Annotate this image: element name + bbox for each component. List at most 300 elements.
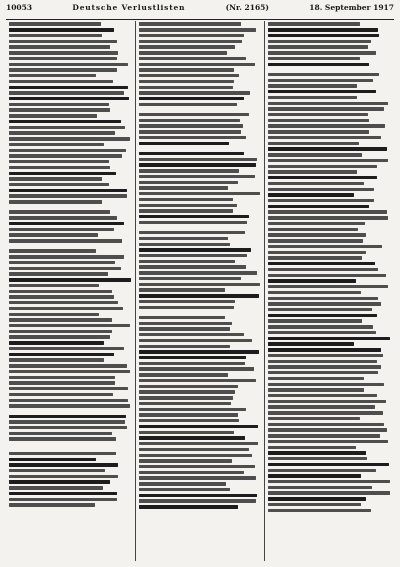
illegible-print bbox=[139, 97, 244, 100]
illegible-print bbox=[139, 221, 247, 224]
text-line bbox=[139, 22, 262, 27]
text-line bbox=[9, 352, 132, 357]
illegible-print bbox=[268, 411, 383, 414]
text-line bbox=[139, 338, 262, 343]
text-line bbox=[9, 462, 132, 467]
illegible-print bbox=[139, 34, 244, 37]
text-line bbox=[9, 199, 132, 204]
illegible-print bbox=[9, 420, 125, 423]
text-line bbox=[268, 158, 391, 163]
illegible-print bbox=[9, 45, 110, 48]
text-line bbox=[9, 451, 132, 456]
illegible-print bbox=[268, 73, 379, 76]
illegible-print bbox=[268, 480, 390, 483]
text-line bbox=[268, 78, 391, 83]
illegible-print bbox=[139, 86, 233, 89]
text-line bbox=[268, 124, 391, 129]
text-line bbox=[268, 101, 391, 106]
illegible-print bbox=[268, 57, 359, 60]
illegible-print bbox=[9, 399, 128, 402]
illegible-print bbox=[268, 457, 367, 460]
illegible-print bbox=[9, 347, 124, 350]
illegible-print bbox=[9, 278, 131, 281]
illegible-print bbox=[268, 503, 360, 506]
text-line bbox=[139, 203, 262, 208]
text-line bbox=[268, 462, 391, 467]
illegible-print bbox=[268, 210, 387, 213]
text-line bbox=[139, 384, 262, 389]
illegible-print bbox=[9, 114, 97, 117]
text-line bbox=[9, 497, 132, 502]
illegible-print bbox=[268, 337, 390, 340]
text-line bbox=[139, 412, 262, 417]
illegible-print bbox=[9, 126, 125, 129]
text-line bbox=[9, 414, 132, 419]
text-line bbox=[139, 85, 262, 90]
illegible-print bbox=[268, 394, 376, 397]
text-line bbox=[139, 458, 262, 463]
illegible-print bbox=[9, 160, 109, 163]
illegible-print bbox=[268, 34, 378, 37]
illegible-print bbox=[268, 182, 364, 185]
illegible-print bbox=[9, 358, 104, 361]
illegible-print bbox=[139, 425, 258, 428]
text-line bbox=[268, 181, 391, 186]
illegible-print bbox=[139, 163, 256, 166]
illegible-print bbox=[9, 137, 130, 140]
illegible-print bbox=[139, 345, 230, 348]
illegible-print bbox=[139, 339, 252, 342]
paragraph-gap bbox=[139, 108, 262, 112]
text-line bbox=[268, 353, 391, 358]
illegible-print bbox=[139, 385, 239, 388]
text-line bbox=[268, 410, 391, 415]
text-line bbox=[9, 188, 132, 193]
text-line bbox=[139, 141, 262, 146]
illegible-print bbox=[268, 113, 367, 116]
illegible-print bbox=[268, 377, 363, 380]
text-line bbox=[268, 387, 391, 392]
text-line bbox=[268, 27, 391, 32]
text-line bbox=[268, 491, 391, 496]
text-line bbox=[139, 288, 262, 293]
illegible-print bbox=[139, 442, 259, 445]
text-line bbox=[9, 96, 132, 101]
text-line bbox=[268, 422, 391, 427]
illegible-print bbox=[139, 459, 233, 462]
illegible-print bbox=[268, 365, 381, 368]
text-line bbox=[139, 435, 262, 440]
illegible-print bbox=[9, 393, 113, 396]
illegible-print bbox=[9, 415, 126, 418]
text-line bbox=[268, 164, 391, 169]
illegible-print bbox=[139, 243, 230, 246]
illegible-print bbox=[139, 367, 255, 370]
illegible-print bbox=[9, 426, 127, 429]
illegible-print bbox=[9, 166, 110, 169]
illegible-print bbox=[268, 314, 376, 317]
text-line bbox=[268, 267, 391, 272]
text-line bbox=[139, 430, 262, 435]
illegible-print bbox=[139, 448, 249, 451]
text-line bbox=[139, 390, 262, 395]
illegible-print bbox=[139, 505, 238, 508]
illegible-print bbox=[9, 284, 99, 287]
illegible-print bbox=[139, 152, 244, 155]
text-line bbox=[139, 470, 262, 475]
illegible-print bbox=[268, 256, 361, 259]
illegible-print bbox=[9, 80, 113, 83]
text-line bbox=[9, 358, 132, 363]
text-line bbox=[268, 215, 391, 220]
text-line bbox=[139, 270, 262, 275]
illegible-print bbox=[268, 22, 360, 25]
text-line bbox=[139, 56, 262, 61]
text-line bbox=[139, 299, 262, 304]
text-line bbox=[139, 208, 262, 213]
text-line bbox=[139, 124, 262, 129]
illegible-print bbox=[9, 189, 127, 192]
text-line bbox=[139, 118, 262, 123]
illegible-print bbox=[9, 86, 128, 89]
illegible-print bbox=[9, 370, 130, 373]
text-line bbox=[139, 418, 262, 423]
text-line bbox=[139, 259, 262, 264]
illegible-print bbox=[9, 498, 117, 501]
text-line bbox=[9, 317, 132, 322]
illegible-print bbox=[9, 255, 124, 258]
paragraph-gap bbox=[139, 147, 262, 151]
illegible-print bbox=[9, 272, 108, 275]
illegible-print bbox=[139, 413, 239, 416]
text-line bbox=[9, 67, 132, 72]
text-line bbox=[139, 73, 262, 78]
illegible-print bbox=[268, 63, 368, 66]
text-line bbox=[268, 324, 391, 329]
text-line bbox=[139, 220, 262, 225]
illegible-print bbox=[139, 215, 250, 218]
text-line bbox=[268, 72, 391, 77]
text-line bbox=[268, 56, 391, 61]
text-line bbox=[9, 380, 132, 385]
paragraph-gap bbox=[268, 67, 391, 71]
text-line bbox=[139, 230, 262, 235]
text-line bbox=[268, 301, 391, 306]
text-line bbox=[9, 403, 132, 408]
text-line bbox=[139, 96, 262, 101]
illegible-print bbox=[139, 175, 255, 178]
text-line bbox=[9, 176, 132, 181]
text-line bbox=[139, 361, 262, 366]
text-line bbox=[9, 56, 132, 61]
illegible-print bbox=[268, 102, 388, 105]
text-line bbox=[268, 106, 391, 111]
illegible-print bbox=[268, 262, 374, 265]
text-line bbox=[139, 67, 262, 72]
illegible-print bbox=[268, 107, 384, 110]
illegible-print bbox=[139, 158, 258, 161]
illegible-print bbox=[139, 277, 241, 280]
text-line bbox=[268, 359, 391, 364]
text-line bbox=[9, 227, 132, 232]
text-line bbox=[9, 194, 132, 199]
illegible-print bbox=[139, 356, 246, 359]
text-line bbox=[9, 44, 132, 49]
column-1 bbox=[6, 21, 136, 561]
text-line bbox=[9, 266, 132, 271]
illegible-print bbox=[139, 379, 257, 382]
illegible-print bbox=[268, 434, 379, 437]
illegible-print bbox=[9, 307, 123, 310]
text-line bbox=[9, 271, 132, 276]
illegible-print bbox=[9, 154, 122, 157]
text-line bbox=[268, 456, 391, 461]
text-line bbox=[9, 119, 132, 124]
text-line bbox=[268, 204, 391, 209]
text-line bbox=[139, 157, 262, 162]
text-line bbox=[268, 118, 391, 123]
text-line bbox=[9, 329, 132, 334]
text-line bbox=[9, 165, 132, 170]
text-line bbox=[9, 221, 132, 226]
paragraph-gap bbox=[9, 244, 132, 248]
illegible-print bbox=[139, 136, 246, 139]
illegible-print bbox=[9, 290, 112, 293]
illegible-print bbox=[268, 96, 356, 99]
text-line bbox=[139, 447, 262, 452]
text-line bbox=[9, 142, 132, 147]
text-line bbox=[139, 102, 262, 107]
illegible-print bbox=[139, 204, 237, 207]
text-line bbox=[268, 192, 391, 197]
illegible-print bbox=[9, 437, 116, 440]
illegible-print bbox=[9, 22, 101, 25]
illegible-print bbox=[139, 130, 241, 133]
illegible-print bbox=[139, 40, 243, 43]
illegible-print bbox=[139, 186, 229, 189]
illegible-print bbox=[139, 333, 244, 336]
illegible-print bbox=[9, 57, 117, 60]
illegible-print bbox=[268, 446, 356, 449]
text-line bbox=[268, 244, 391, 249]
illegible-print bbox=[9, 228, 114, 231]
illegible-print bbox=[268, 119, 368, 122]
illegible-print bbox=[9, 40, 117, 43]
illegible-print bbox=[268, 274, 385, 277]
text-line bbox=[9, 468, 132, 473]
text-line bbox=[139, 39, 262, 44]
text-line bbox=[9, 398, 132, 403]
text-line bbox=[139, 326, 262, 331]
illegible-print bbox=[139, 431, 235, 434]
illegible-print bbox=[139, 22, 242, 25]
illegible-print bbox=[9, 249, 96, 252]
text-line bbox=[139, 180, 262, 185]
illegible-print bbox=[9, 318, 112, 321]
illegible-print bbox=[268, 142, 359, 145]
text-line bbox=[139, 293, 262, 298]
illegible-print bbox=[139, 373, 228, 376]
text-line bbox=[139, 265, 262, 270]
illegible-print bbox=[139, 28, 256, 31]
text-line bbox=[9, 491, 132, 496]
illegible-print bbox=[9, 194, 127, 197]
text-line bbox=[268, 198, 391, 203]
illegible-print bbox=[9, 28, 114, 31]
text-line bbox=[268, 468, 391, 473]
text-line bbox=[139, 27, 262, 32]
illegible-print bbox=[268, 222, 364, 225]
illegible-print bbox=[9, 210, 110, 213]
text-line bbox=[139, 332, 262, 337]
illegible-print bbox=[9, 200, 102, 203]
illegible-print bbox=[268, 90, 375, 93]
text-line bbox=[268, 129, 391, 134]
casualty-list-columns bbox=[6, 21, 394, 561]
text-line bbox=[268, 233, 391, 238]
illegible-print bbox=[268, 451, 366, 454]
illegible-print bbox=[139, 402, 231, 405]
illegible-print bbox=[268, 84, 356, 87]
illegible-print bbox=[139, 198, 233, 201]
illegible-print bbox=[9, 295, 114, 298]
illegible-print bbox=[268, 285, 388, 288]
text-line bbox=[268, 141, 391, 146]
text-line bbox=[9, 392, 132, 397]
text-line bbox=[139, 378, 262, 383]
illegible-print bbox=[268, 302, 381, 305]
illegible-print bbox=[139, 465, 256, 468]
illegible-print bbox=[9, 330, 112, 333]
paragraph-gap bbox=[9, 205, 132, 209]
column-2 bbox=[136, 21, 266, 561]
text-line bbox=[139, 185, 262, 190]
text-line bbox=[9, 233, 132, 238]
publication-title: Deutsche Verlustlisten bbox=[72, 3, 186, 12]
text-line bbox=[268, 255, 391, 260]
text-line bbox=[9, 153, 132, 158]
illegible-print bbox=[139, 454, 252, 457]
text-line bbox=[268, 485, 391, 490]
illegible-print bbox=[268, 348, 381, 351]
illegible-print bbox=[268, 463, 389, 466]
text-line bbox=[268, 445, 391, 450]
illegible-print bbox=[268, 165, 377, 168]
text-line bbox=[139, 62, 262, 67]
text-line bbox=[9, 502, 132, 507]
text-line bbox=[268, 39, 391, 44]
text-line bbox=[9, 159, 132, 164]
illegible-print bbox=[9, 353, 114, 356]
paragraph-gap bbox=[9, 409, 132, 413]
text-line bbox=[268, 62, 391, 67]
text-line bbox=[268, 147, 391, 152]
illegible-print bbox=[268, 251, 365, 254]
text-line bbox=[268, 393, 391, 398]
illegible-print bbox=[268, 40, 371, 43]
text-line bbox=[268, 83, 391, 88]
text-line bbox=[139, 367, 262, 372]
illegible-print bbox=[268, 474, 361, 477]
illegible-print bbox=[9, 301, 118, 304]
illegible-print bbox=[139, 142, 230, 145]
text-line bbox=[9, 283, 132, 288]
text-line bbox=[139, 197, 262, 202]
text-line bbox=[9, 102, 132, 107]
text-line bbox=[9, 22, 132, 27]
text-line bbox=[9, 249, 132, 254]
illegible-print bbox=[139, 45, 236, 48]
text-line bbox=[268, 479, 391, 484]
illegible-print bbox=[9, 341, 104, 344]
text-line bbox=[139, 395, 262, 400]
text-line bbox=[9, 50, 132, 55]
text-line bbox=[268, 439, 391, 444]
illegible-print bbox=[268, 124, 385, 127]
illegible-print bbox=[9, 267, 121, 270]
illegible-print bbox=[139, 436, 246, 439]
illegible-print bbox=[268, 233, 366, 236]
illegible-print bbox=[139, 57, 246, 60]
illegible-print bbox=[9, 183, 109, 186]
illegible-print bbox=[9, 172, 116, 175]
text-line bbox=[139, 372, 262, 377]
text-line bbox=[139, 305, 262, 310]
page-header bbox=[6, 3, 394, 20]
illegible-print bbox=[9, 463, 118, 466]
text-line bbox=[268, 370, 391, 375]
text-line bbox=[268, 296, 391, 301]
text-line bbox=[268, 95, 391, 100]
illegible-print bbox=[268, 79, 373, 82]
text-line bbox=[139, 487, 262, 492]
illegible-print bbox=[139, 80, 235, 83]
illegible-print bbox=[268, 136, 380, 139]
text-line bbox=[139, 424, 262, 429]
text-line bbox=[9, 300, 132, 305]
illegible-print bbox=[268, 325, 373, 328]
text-line bbox=[268, 405, 391, 410]
text-line bbox=[9, 335, 132, 340]
text-line bbox=[9, 369, 132, 374]
illegible-print bbox=[139, 192, 260, 195]
text-line bbox=[268, 112, 391, 117]
text-line bbox=[139, 401, 262, 406]
illegible-print bbox=[9, 97, 129, 100]
illegible-print bbox=[268, 360, 376, 363]
illegible-print bbox=[268, 486, 371, 489]
illegible-print bbox=[268, 245, 382, 248]
text-line bbox=[268, 433, 391, 438]
illegible-print bbox=[268, 51, 376, 54]
text-line bbox=[9, 238, 132, 243]
illegible-print bbox=[9, 216, 117, 219]
paragraph-gap bbox=[139, 226, 262, 230]
text-line bbox=[9, 182, 132, 187]
illegible-print bbox=[139, 322, 232, 325]
text-line bbox=[9, 485, 132, 490]
illegible-print bbox=[139, 113, 249, 116]
text-line bbox=[139, 276, 262, 281]
text-line bbox=[9, 33, 132, 38]
illegible-print bbox=[9, 177, 102, 180]
text-line bbox=[268, 508, 391, 513]
text-line bbox=[139, 464, 262, 469]
illegible-print bbox=[139, 103, 238, 106]
illegible-print bbox=[139, 482, 227, 485]
illegible-print bbox=[268, 491, 389, 494]
illegible-print bbox=[9, 313, 99, 316]
